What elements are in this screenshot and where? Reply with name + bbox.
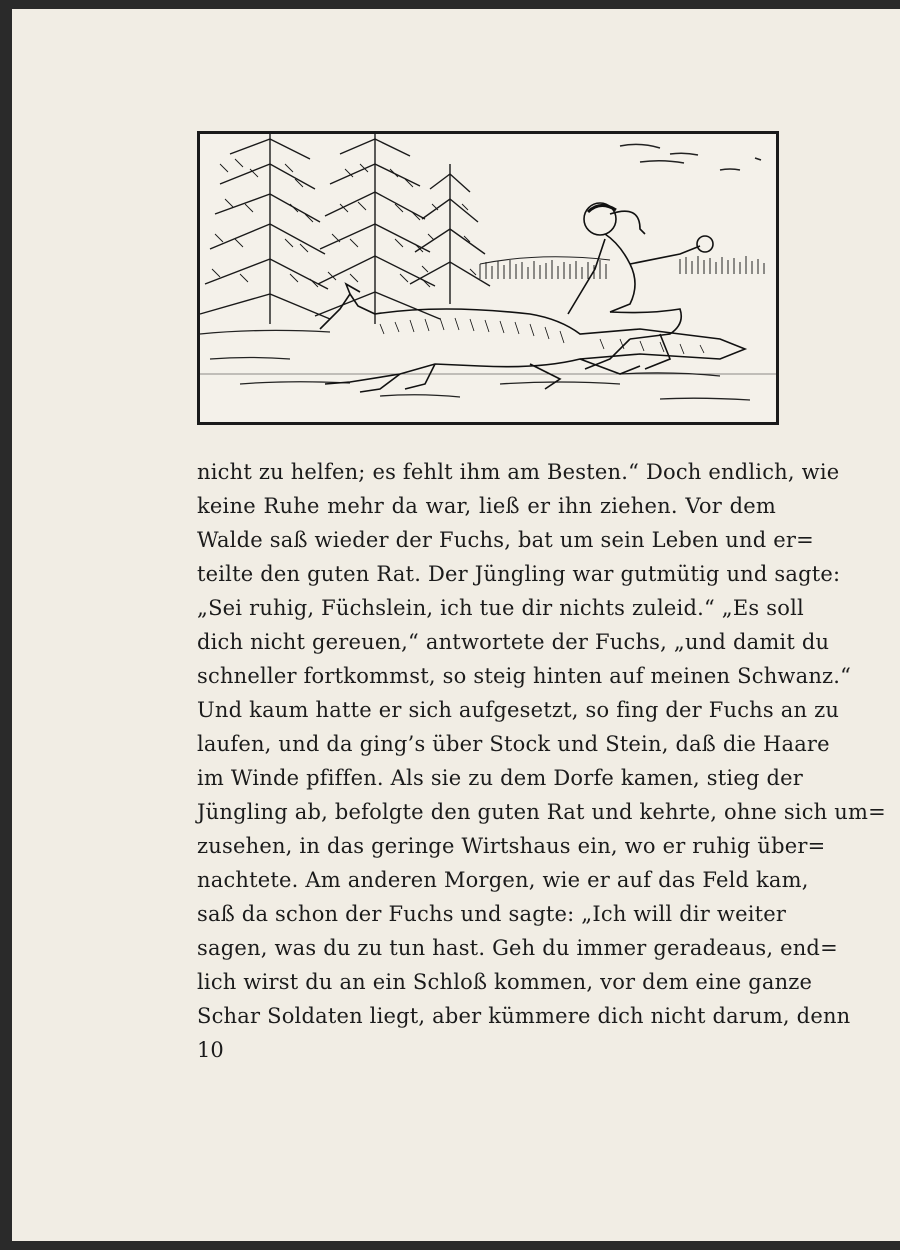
text-line: Schar Soldaten liegt, aber kümmere dich nicht darum, denn (197, 1004, 851, 1028)
story-text (197, 455, 886, 1033)
book-page (12, 9, 900, 1241)
woodcut-drawing (200, 134, 776, 422)
text-line: im Winde pfiffen. Als sie zu dem Dorfe kamen, stieg der (197, 766, 803, 790)
text-line: nachtete. Am anderen Morgen, wie er auf das Feld kam, (197, 868, 809, 892)
text-line: sagen, was du zu tun hast. Geh du immer geradeaus, end= (197, 936, 838, 960)
text-line: Und kaum hatte er sich aufgesetzt, so fing der Fuchs an zu (197, 698, 840, 722)
text-line: „Sei ruhig, Füchslein, ich tue dir nichts zuleid.“ „Es soll (197, 596, 804, 620)
text-line: saß da schon der Fuchs und sagte: „Ich will dir weiter (197, 902, 787, 926)
text-line: lich wirst du an ein Schloß kommen, vor dem eine ganze (197, 970, 813, 994)
text-line: laufen, und da ging’s über Stock und Stein, daß die Haare (197, 732, 830, 756)
text-line: schneller fortkommst, so steig hinten auf meinen Schwanz.“ (197, 664, 852, 688)
page-number: 10 (197, 1038, 224, 1062)
text-line: nicht zu helfen; es fehlt ihm am Besten.“ Doch endlich, wie (197, 460, 840, 484)
text-line: dich nicht gereuen,“ antwortete der Fuchs, „und damit du (197, 630, 830, 654)
text-line: Jüngling ab, befolgte den guten Rat und kehrte, ohne sich um= (197, 800, 886, 824)
text-line: Walde saß wieder der Fuchs, bat um sein Leben und er= (197, 528, 814, 552)
fox-and-youth-illustration (197, 131, 779, 425)
text-line: teilte den guten Rat. Der Jüngling war gutmütig und sagte: (197, 562, 841, 586)
text-line: keine Ruhe mehr da war, ließ er ihn ziehen. Vor dem (197, 494, 776, 518)
text-line: zusehen, in das geringe Wirtshaus ein, wo er ruhig über= (197, 834, 826, 858)
